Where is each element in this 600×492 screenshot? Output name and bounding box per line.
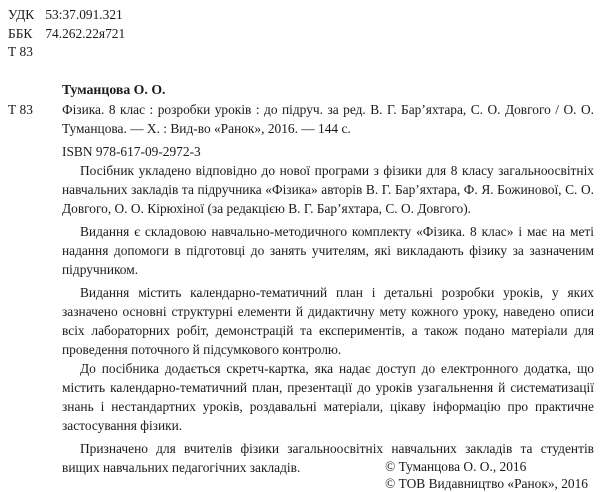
annotation-paragraph-2: Видання є складовою навчально-методичного комплекту «Фізика. 8 клас» і має на меті надання допомоги в підготовці до занять учителям, які викладають фізику за зазначеним підручником.	[62, 224, 594, 277]
bbk-label: ББК	[8, 25, 33, 41]
author-code-left: Т 83	[8, 102, 33, 117]
bbk-row	[8, 25, 125, 44]
udk-value: 53:37.091.321	[45, 7, 123, 22]
annotation-paragraph-4: До посібника додається скретч-картка, яка надає доступ до електронного додатка, що містить календарно-тематичний план, презентації до уроків узагальнення й систематизації знань і нестандартних уроків, роздавальні матеріали, цікаву інформацію про практичне застосування фізики.	[62, 361, 594, 433]
annotation	[62, 161, 594, 477]
annotation-paragraph-5: Призначено для вчителів фізики загальноосвітніх навчальних закладів та студентів вищих навчальних педагогічних закладів.	[62, 441, 594, 475]
copyright-block	[385, 458, 588, 492]
bibliographic-entry: Фізика. 8 клас : розробки уроків : до підруч. за ред. В. Г. Бар’яхтара, С. О. Довгого / О. О. Туманцова. — Х. : Вид-во «Ранок», 2016. — 144 с.	[62, 102, 594, 136]
annotation-paragraph-1: Посібник укладено відповідно до нової програми з фізики для 8 класу загальноосвітніх навчальних закладів та підручника «Фізика» авторів В. Г. Бар’яхтара, Ф. Я. Божинової, С. О. Довгого, О. О. Кірюхіної (за редакцією В. Г. Бар’яхтара, С. О. Довгого).	[62, 163, 594, 216]
copyright-publisher: © ТОВ Видавництво «Ранок», 2016	[385, 476, 588, 491]
copyright-author: © Туманцова О. О., 2016	[385, 459, 527, 474]
classification-block	[8, 6, 125, 62]
author-code: Т 83	[8, 44, 33, 59]
author-code-row	[8, 43, 125, 62]
udk-row	[8, 6, 125, 25]
bbk-value: 74.262.22я721	[45, 25, 126, 41]
isbn: ISBN 978-617-09-2972-3	[62, 144, 201, 159]
author-name: Туманцова О. О.	[62, 82, 166, 97]
udk-label: УДК	[8, 7, 35, 22]
annotation-paragraph-3: Видання містить календарно-тематичний план і детальні розробки уроків, у яких зазначено основні структурні елементи й дидактичну мету кожного уроку, наведено описи всіх лабораторних робіт, демонстрацій та експериментів, а також подано матеріали для проведення поточного й підсумкового контролю.	[62, 285, 594, 357]
